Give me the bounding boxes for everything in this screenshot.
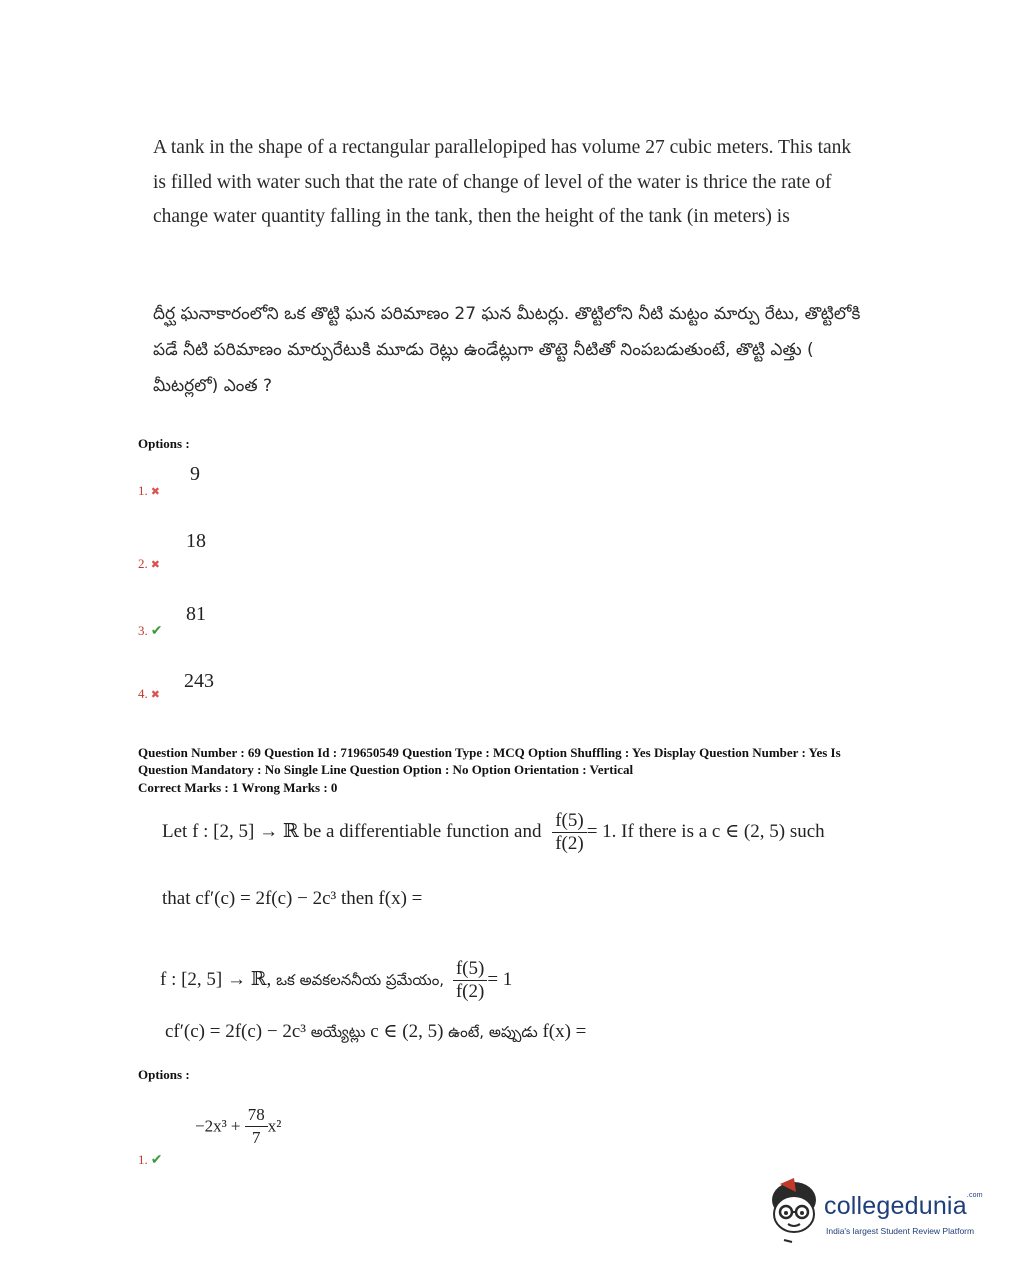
correct-icon: ✔ (150, 1153, 163, 1168)
logo-tagline: India's largest Student Review Platform (826, 1226, 975, 1236)
logo-mascot-icon (766, 1178, 824, 1244)
fraction-f5-over-f2-telugu: $\frac{f(5)}{f(2)}$ (453, 958, 487, 1003)
options-label-q69: Options : (138, 1067, 190, 1082)
option-4-value: 243 (184, 670, 214, 692)
question-meta-line-3: Correct Marks : 1 Wrong Marks : 0 (138, 780, 338, 795)
options-label: Options : (138, 436, 190, 451)
question-meta-line-2: Question Mandatory : No Single Line Question Option : No Option Orientation : Vertical (138, 762, 634, 777)
option-2-value: 18 (186, 530, 206, 552)
option-4-number: 4. ✖ (138, 686, 160, 701)
option-1-number: 1. ✖ (138, 483, 160, 498)
q69-option-1-number: 1. ✔ (138, 1152, 163, 1168)
correct-icon: ✔ (150, 624, 163, 639)
option-2-number: 2. ✖ (138, 556, 160, 571)
wrong-icon: ✖ (150, 486, 160, 498)
collegedunia-logo (766, 1178, 996, 1248)
wrong-icon: ✖ (150, 559, 160, 571)
question-text-telugu: దీర్ఘ ఘనాకారంలోని ఒక తొట్టి ఘన పరిమాణం 27 ఘన మీటర్లు. తొట్టిలోని నీటి మట్టం మార్పు రేటు, తొట్టిలోకి పడే నీటి పరిమాణం మార్పురేటుకి మూడు రెట్లు ఉండేట్లుగా తొట్టె నీటితో నింపబడుతుంటే, తొట్టి ఎత్తు ( మీటర్లలో) ఎంత ? (153, 304, 861, 396)
fraction-f5-over-f2: $\frac{f(5)}{f(2)}$ (552, 810, 586, 855)
question-text-english: A tank in the shape of a rectangular parallelopiped has volume 27 cubic meters. This tank is filled with water such that the rate of change of level of the water is thrice the rate of change water quantity falling in the tank, then the height of the tank (in meters) is (153, 137, 852, 227)
logo-wordmark: collegedunia$^{.com}$ (824, 1192, 983, 1220)
q69-option-1-value: −2x³ + $\frac{78}{7}$ x² (195, 1105, 282, 1147)
question-69-english-line-1: Let f : [2, 5] → ℝ be a differentiable function and $\frac{f(5)}{f(2)}$ = 1. If there is a c ∈ (2, 5) such (162, 810, 825, 854)
question-meta-line-1: Question Number : 69 Question Id : 719650549 Question Type : MCQ Option Shuffling : Yes Display Question Number : Yes Is (138, 745, 841, 760)
question-meta (138, 744, 898, 796)
option-1-value: 9 (190, 463, 200, 485)
fraction-78-over-7: $\frac{78}{7}$ (245, 1104, 268, 1149)
question-69-telugu-line-2: cf′(c) = 2f(c) − 2c³ అయ్యేట్లు c ∈ (2, 5) ఉంటే, అప్పుడు f(x) = (165, 1021, 587, 1042)
option-3-value: 81 (186, 603, 206, 625)
wrong-icon: ✖ (150, 689, 160, 701)
question-69-english-line-2: that cf′(c) = 2f(c) − 2c³ then f(x) = (162, 888, 423, 909)
question-69-telugu-line-1: f : [2, 5] → ℝ, ఒక అవకలననీయ ప్రమేయం, $\frac{f(5)}{f(2)}$ = 1 (160, 958, 513, 1002)
option-3-number: 3. ✔ (138, 623, 163, 639)
